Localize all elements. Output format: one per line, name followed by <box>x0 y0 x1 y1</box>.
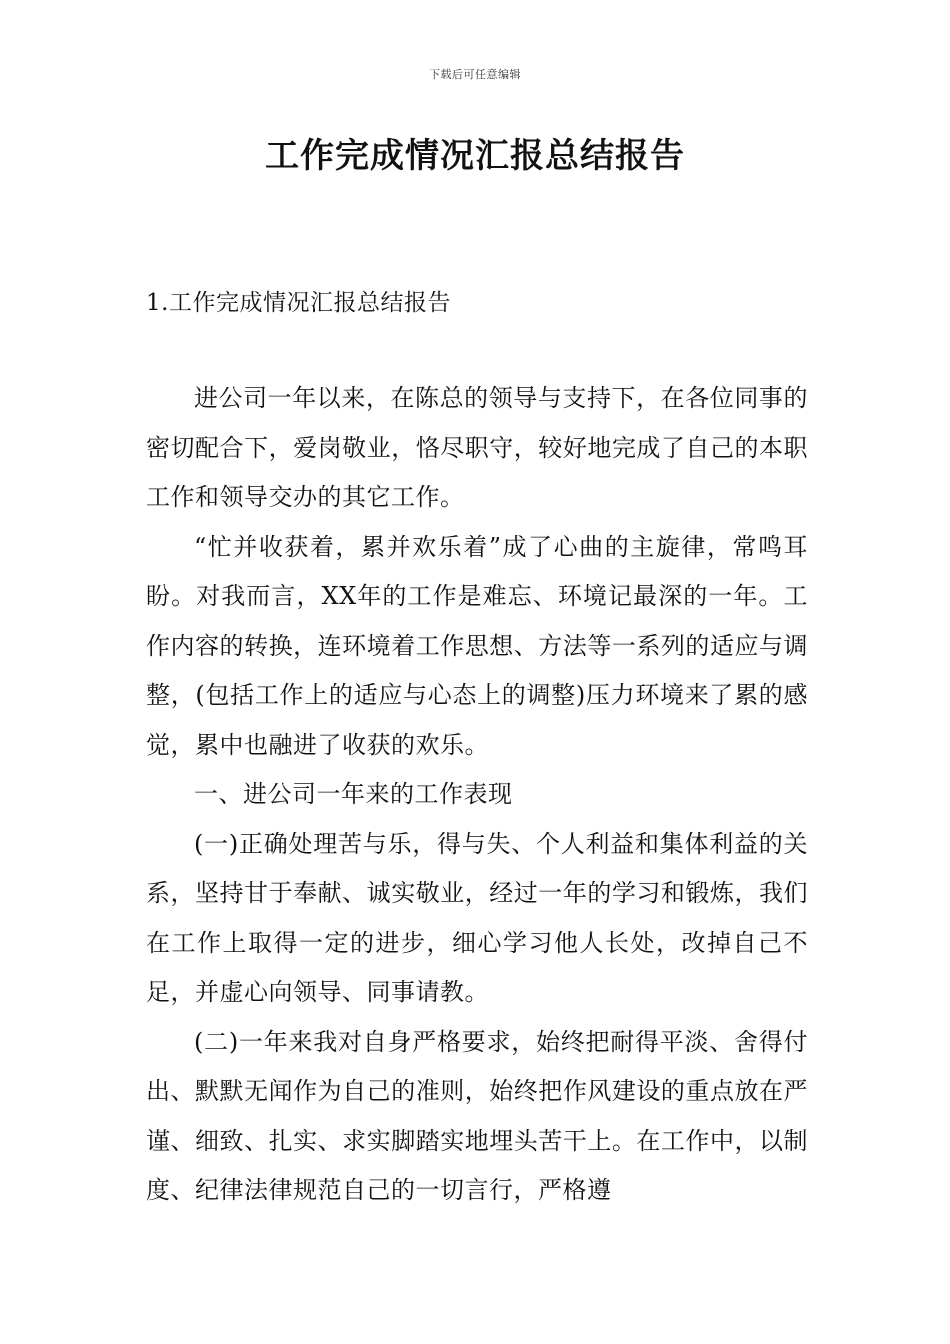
paragraph-heading: 一、进公司一年来的工作表现 <box>194 780 513 808</box>
header-note: 下载后可任意编辑 <box>429 68 521 81</box>
document-title: 工作完成情况汇报总结报告 <box>265 136 685 176</box>
section-heading: 1.工作完成情况汇报总结报告 <box>146 290 451 316</box>
paragraph: (二)一年来我对自身严格要求，始终把耐得平淡、舍得付出、默默无闻作为自己的准则，始终把作风建设的重点放在严谨、细致、扎实、求实脚踏实地埋头苦干上。在工作中，以制度、纪律法律规范自己的一切言行，严格遵 <box>146 1027 808 1204</box>
document-body <box>146 374 808 1216</box>
paragraph: “忙并收获着，累并欢乐着”成了心曲的主旋律，常鸣耳盼。对我而言，XX年的工作是难忘、环境记最深的一年。工作内容的转换，连环境着工作思想、方法等一系列的适应与调整，(包括工作上的适应与心态上的调整)压力环境来了累的感觉，累中也融进了收获的欢乐。 <box>146 532 808 759</box>
paragraph: 进公司一年以来，在陈总的领导与支持下，在各位同事的密切配合下，爱岗敬业，恪尽职守，较好地完成了自己的本职工作和领导交办的其它工作。 <box>146 384 808 511</box>
paragraph: (一)正确处理苦与乐，得与失、个人利益和集体利益的关系，坚持甘于奉献、诚实敬业，经过一年的学习和锻炼，我们在工作上取得一定的进步，细心学习他人长处，改掉自己不足，并虚心向领导、同事请教。 <box>146 829 808 1006</box>
